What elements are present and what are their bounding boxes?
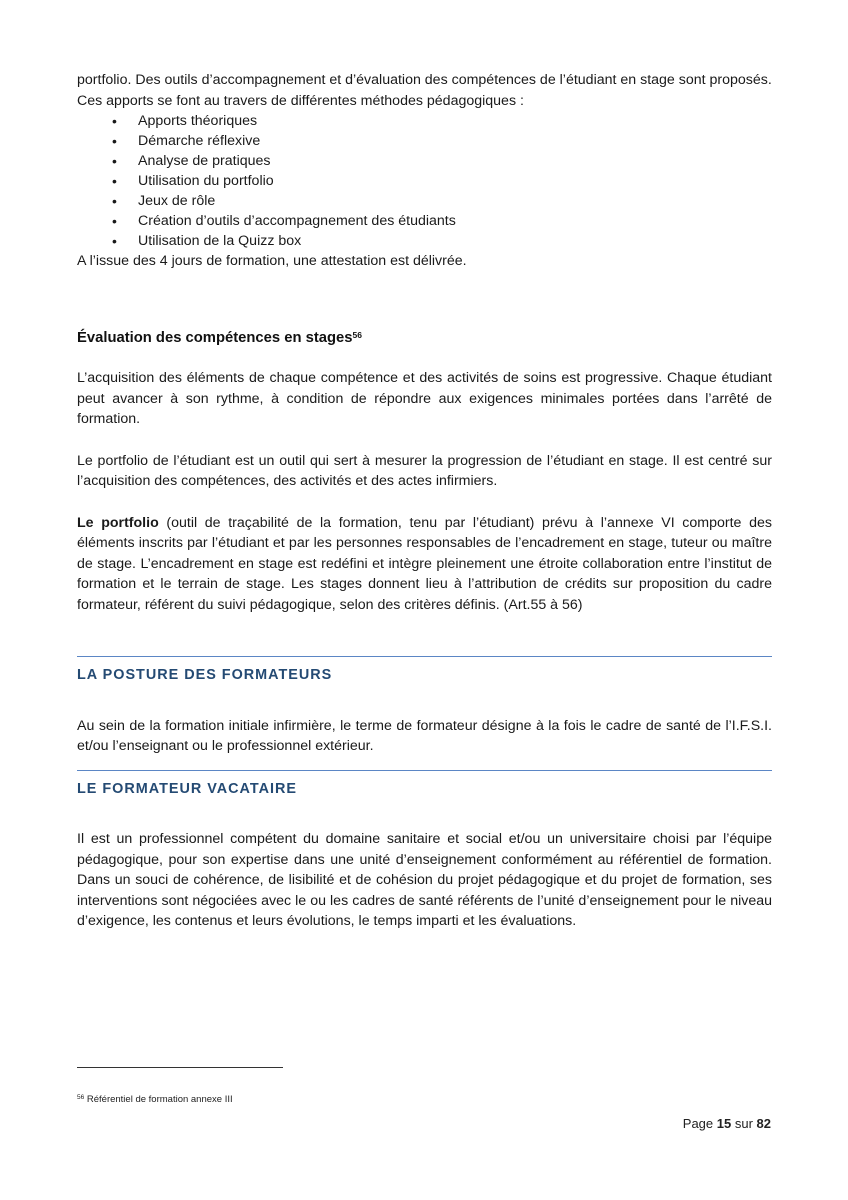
evaluation-paragraph-1: L’acquisition des éléments de chaque compétence et des activités de soins est progressive. Chaque étudiant peut avancer à son rythme, à condition de répondre aux exigences minimales portées dans l’arrêté de formation. bbox=[77, 370, 772, 427]
methods-list bbox=[77, 111, 772, 251]
page-label: Page bbox=[682, 1116, 717, 1131]
evaluation-heading bbox=[77, 328, 772, 349]
page-current: 15 bbox=[716, 1116, 732, 1131]
methods-intro: Ces apports se font au travers de différentes méthodes pédagogiques : bbox=[77, 92, 524, 109]
page-separator: sur bbox=[731, 1116, 757, 1131]
section-heading-vacataire: LE FORMATEUR VACATAIRE bbox=[77, 770, 772, 800]
document-page bbox=[77, 70, 772, 932]
list-item: • Utilisation du portfolio bbox=[77, 171, 772, 191]
vacataire-paragraph: Il est un professionnel compétent du domaine sanitaire et social et/ou un universitaire choisi par l’équipe pédagogique, pour son expertise dans une unité d’enseignement conformément au référentiel de formation. Dans un souci de cohérence, de lisibilité et de cohésion du projet pédagogique et du projet de formation, ses interventions sont négociées avec le ou les cadres de santé référents de l’unité d’enseignement pour le niveau d’exigence, les contenus et leurs évolutions, le temps imparti et les évaluations. bbox=[77, 831, 772, 929]
portfolio-description: (outil de traçabilité de la formation, tenu par l’étudiant) prévu à l’annexe VI comporte des éléments inscrits par l’étudiant et par les personnes responsables de l’encadrement en stage, tuteur ou maître de stage. L’encadrement en stage est redéfini et intègre pleinement une étroite collaboration entre l’institut de formation et le terrain de stage. Les stages donnent lieu à l’attribution de crédits sur proposition du cadre formateur, référent du suivi pédagogique, selon des critères définis. (Art.55 à 56) bbox=[77, 514, 772, 613]
posture-paragraph: Au sein de la formation initiale infirmière, le terme de formateur désigne à la fois le cadre de santé de l’I.F.S.I. et/ou l’enseignant ou le professionnel extérieur. bbox=[77, 717, 772, 754]
footnote-separator bbox=[77, 1067, 283, 1068]
page-total: 82 bbox=[756, 1116, 771, 1131]
list-item: • Démarche réflexive bbox=[77, 131, 772, 151]
page-number bbox=[683, 1116, 771, 1131]
list-item: • Utilisation de la Quizz box bbox=[77, 231, 772, 251]
footnote-number: 56 bbox=[77, 1094, 85, 1101]
evaluation-paragraph-2: Le portfolio de l’étudiant est un outil qui sert à mesurer la progression de l’étudiant en stage. Il est centré sur l’acquisition des compétences, des activités et des actes infirmiers. bbox=[77, 452, 772, 489]
section-heading-posture: LA POSTURE DES FORMATEURS bbox=[77, 656, 772, 686]
evaluation-paragraph-3 bbox=[77, 513, 772, 616]
list-item: • Création d’outils d’accompagnement des étudiants bbox=[77, 211, 772, 231]
portfolio-term: Le portfolio bbox=[77, 514, 159, 531]
footnote-reference[interactable]: 56 bbox=[352, 329, 362, 340]
attestation-paragraph: A l’issue des 4 jours de formation, une attestation est délivrée. bbox=[77, 253, 467, 269]
intro-paragraph: portfolio. Des outils d’accompagnement et d’évaluation des compétences de l’étudiant en stage sont proposés. bbox=[77, 72, 772, 88]
evaluation-heading-text: Évaluation des compétences en stages bbox=[77, 329, 353, 346]
footnote-text: Référentiel de formation annexe III bbox=[84, 1094, 233, 1105]
list-item: • Analyse de pratiques bbox=[77, 151, 772, 171]
footnote bbox=[77, 1094, 233, 1105]
list-item: • Apports théoriques bbox=[77, 111, 772, 131]
list-item: • Jeux de rôle bbox=[77, 191, 772, 211]
